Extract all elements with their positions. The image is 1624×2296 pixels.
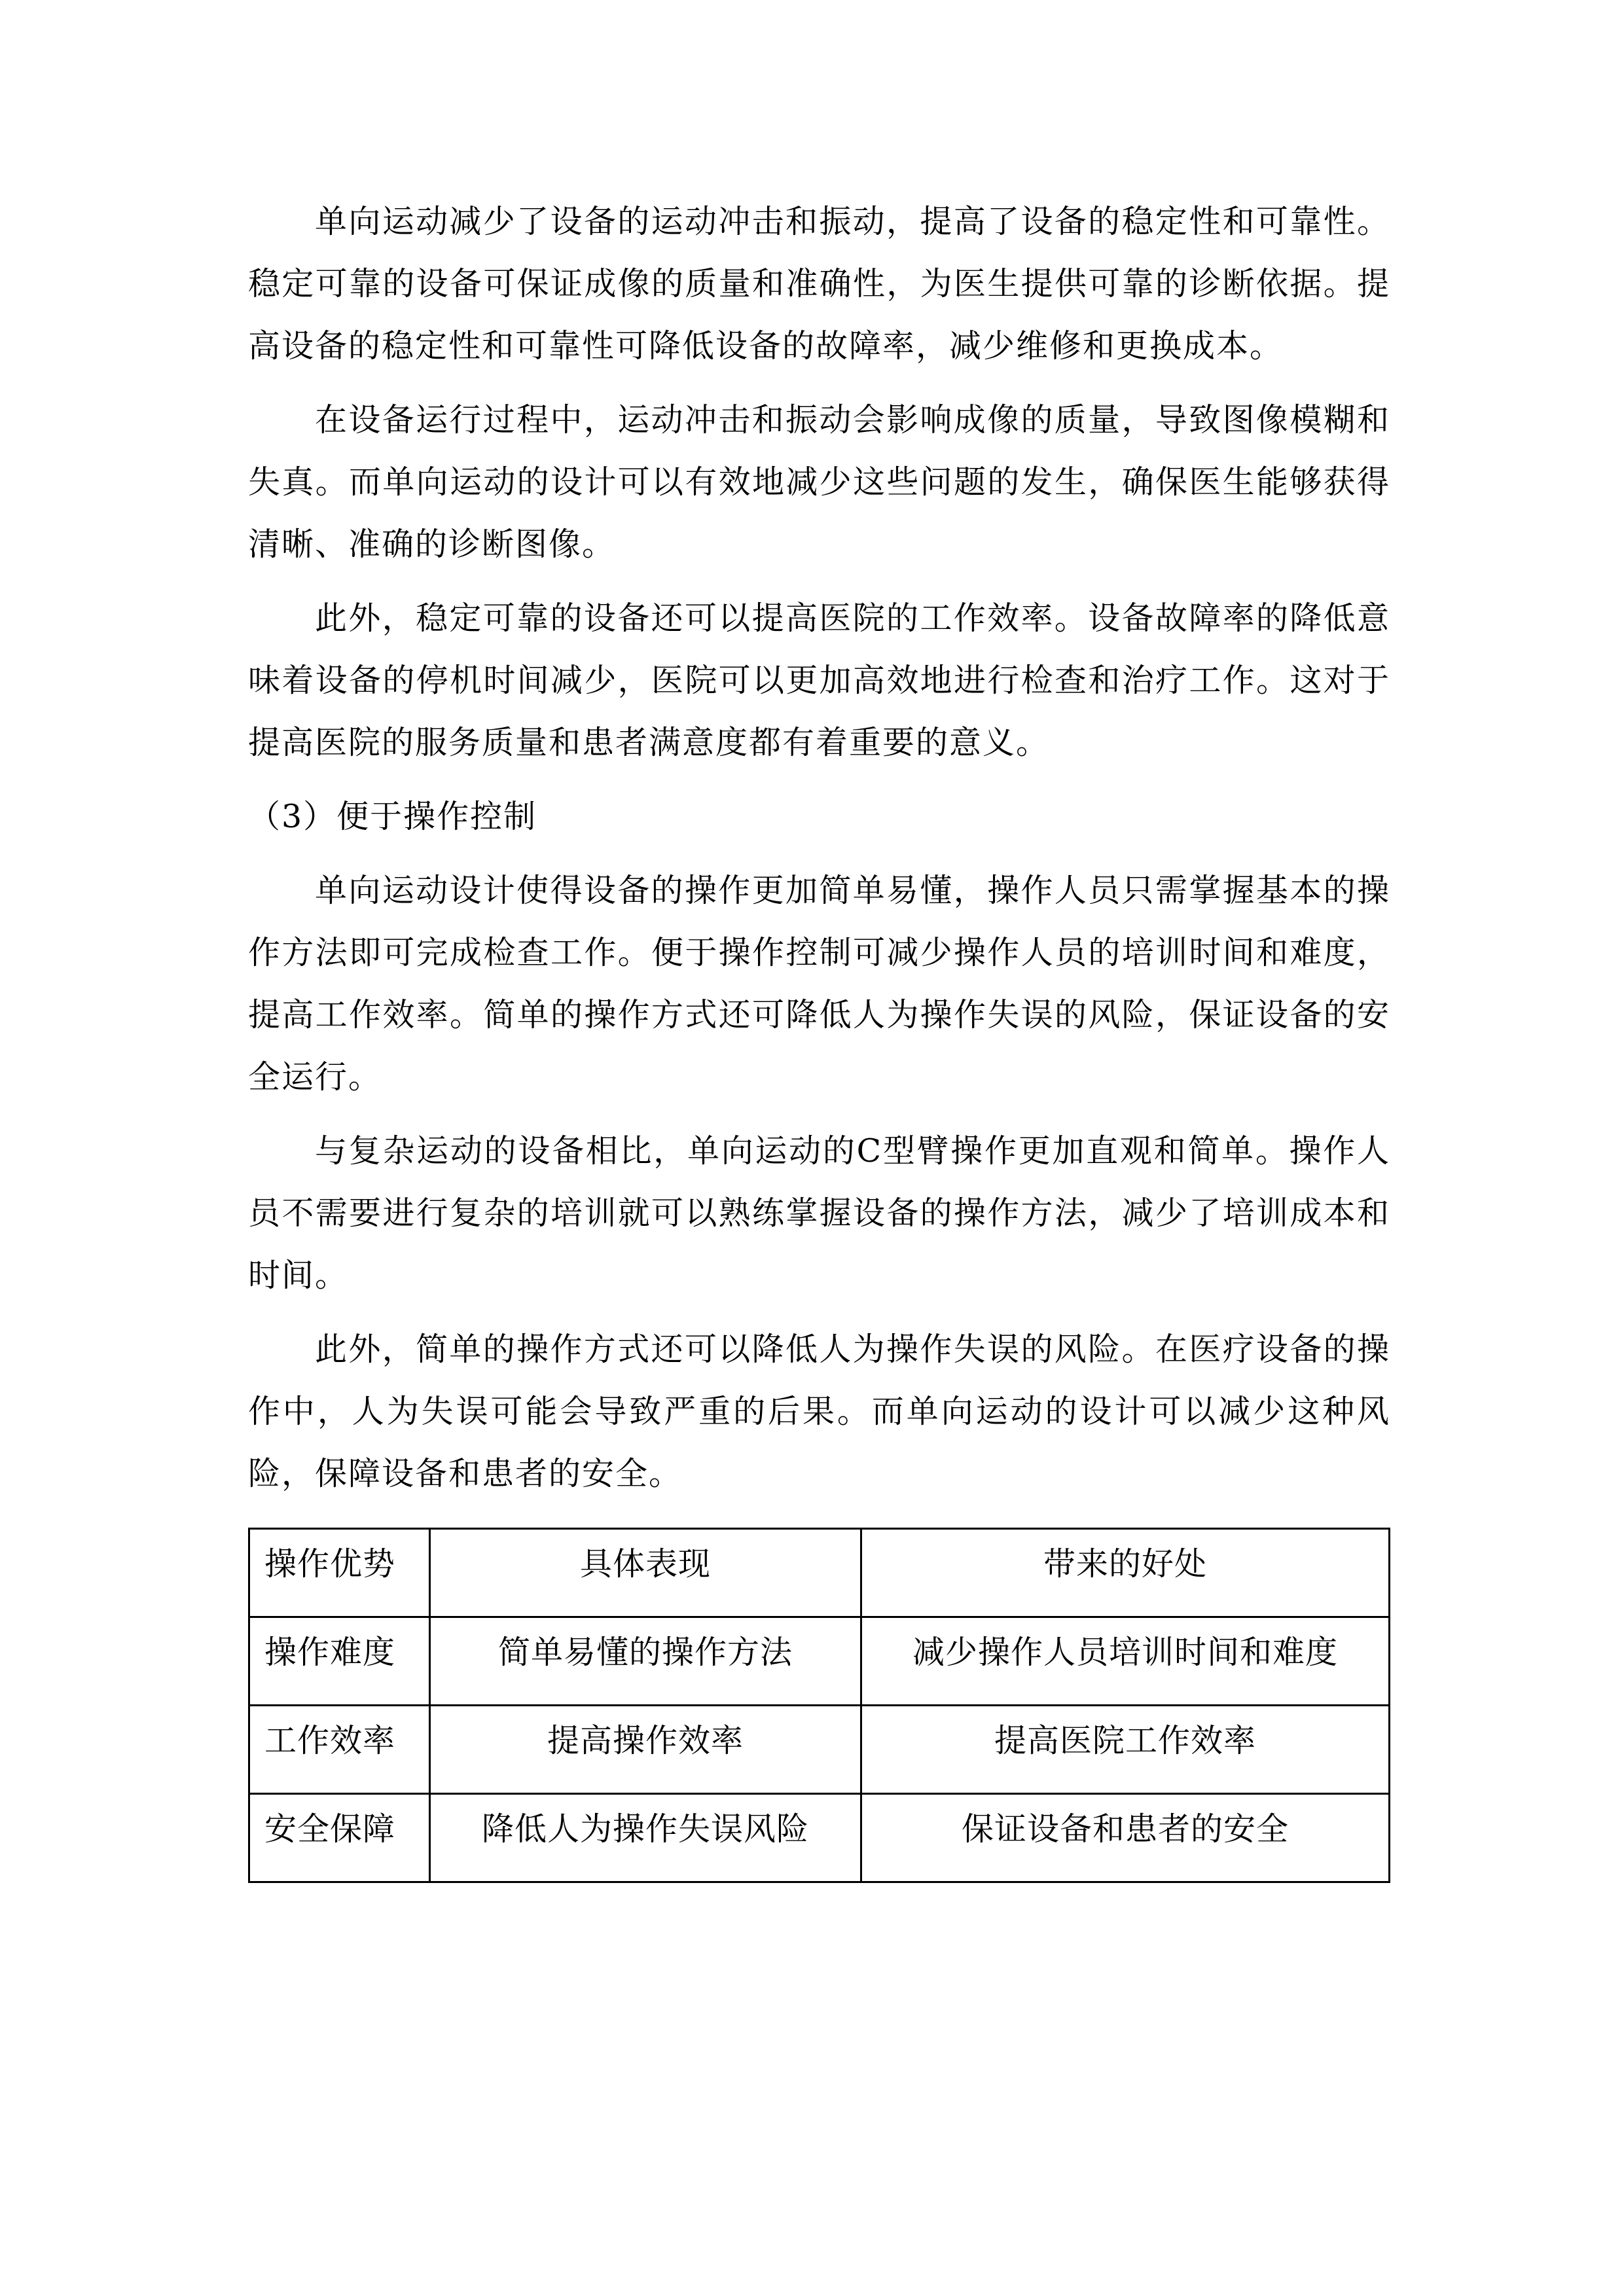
table-cell: 操作难度 [249,1617,430,1706]
header-cell: 带来的好处 [861,1529,1390,1617]
table-header-row [249,1529,1390,1617]
paragraph: 单向运动减少了设备的运动冲击和振动，提高了设备的稳定性和可靠性。稳定可靠的设备可保证成像的质量和准确性，为医生提供可靠的诊断依据。提高设备的稳定性和可靠性可降低设备的故障率，减少维修和更换成本。 [248,203,1390,365]
table-cell: 提高医院工作效率 [861,1706,1390,1794]
header-cell: 具体表现 [430,1529,861,1617]
table-row [249,1617,1390,1706]
table-cell: 减少操作人员培训时间和难度 [861,1617,1390,1706]
table-cell: 降低人为操作失误风险 [430,1794,861,1882]
table-cell: 安全保障 [249,1794,430,1882]
table-row [249,1794,1390,1882]
table-row [249,1706,1390,1794]
table-cell: 简单易懂的操作方法 [430,1617,861,1706]
header-cell: 操作优势 [249,1529,430,1617]
paragraph: 与复杂运动的设备相比，单向运动的C型臂操作更加直观和简单。操作人员不需要进行复杂的培训就可以熟练掌握设备的操作方法，减少了培训成本和时间。 [248,1132,1390,1294]
operation-advantages-table [248,1528,1390,1883]
paragraph: 单向运动设计使得设备的操作更加简单易懂，操作人员只需掌握基本的操作方法即可完成检查工作。便于操作控制可减少操作人员的培训时间和难度，提高工作效率。简单的操作方式还可降低人为操作失误的风险，保证设备的安全运行。 [248,872,1390,1096]
paragraph: 此外，稳定可靠的设备还可以提高医院的工作效率。设备故障率的降低意味着设备的停机时间减少，医院可以更加高效地进行检查和治疗工作。这对于提高医院的服务质量和患者满意度都有着重要的意义。 [248,600,1390,761]
paragraph: 此外，简单的操作方式还可以降低人为操作失误的风险。在医疗设备的操作中，人为失误可能会导致严重的后果。而单向运动的设计可以减少这种风险，保障设备和患者的安全。 [248,1331,1390,1492]
table-cell: 工作效率 [249,1706,430,1794]
table-cell: 提高操作效率 [430,1706,861,1794]
paragraph: 在设备运行过程中，运动冲击和振动会影响成像的质量，导致图像模糊和失真。而单向运动的设计可以有效地减少这些问题的发生，确保医生能够获得清晰、准确的诊断图像。 [248,401,1390,563]
section-heading: （3）便于操作控制 [248,798,537,835]
document-body [248,190,1390,1516]
table-cell: 保证设备和患者的安全 [861,1794,1390,1882]
